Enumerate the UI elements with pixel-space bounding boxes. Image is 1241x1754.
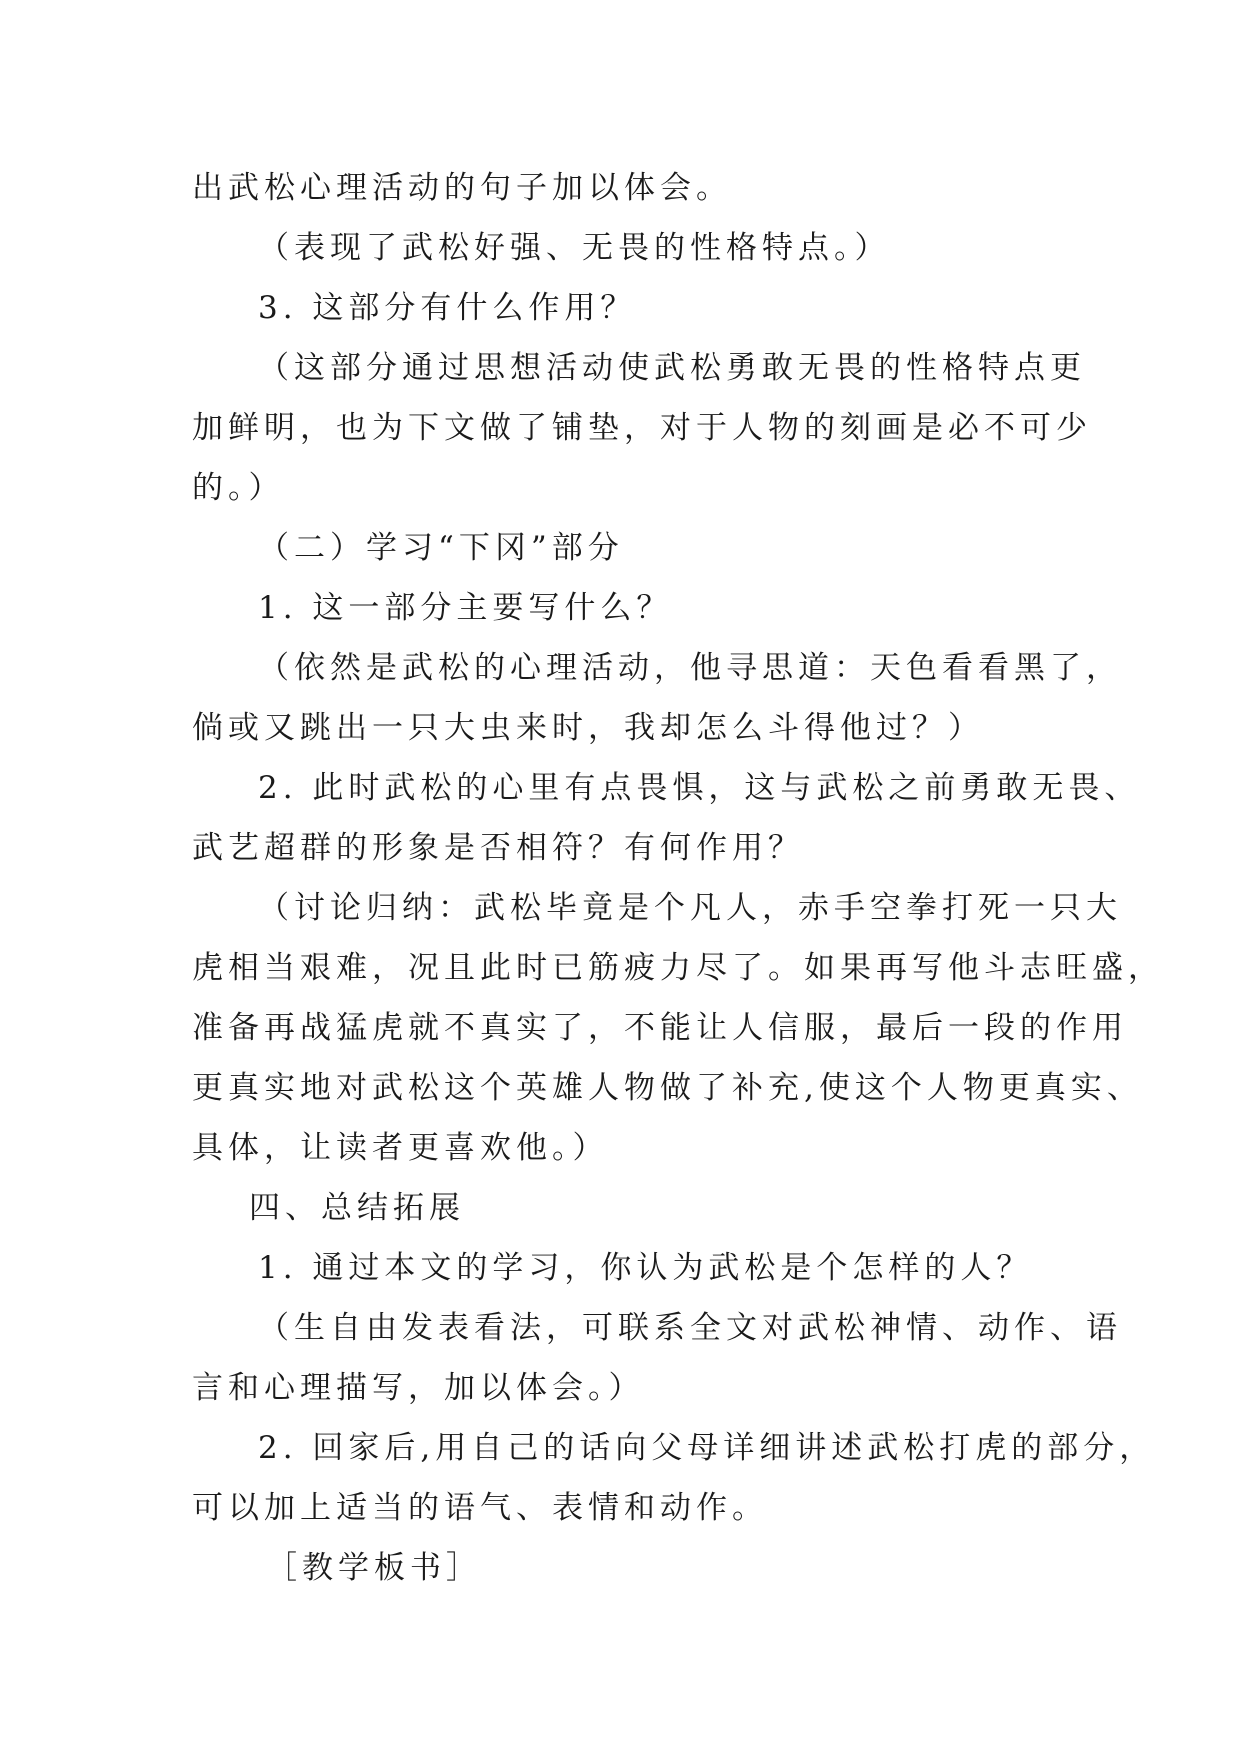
text-line: 1. 这一部分主要写什么？ [258,590,673,626]
text-line: （生自由发表看法，可联系全文对武松神情、动作、语 [258,1310,1122,1346]
text-line: （依然是武松的心理活动，他寻思道：天色看看黑了， [258,650,1122,686]
text-line: 可以加上适当的语气、表情和动作。 [192,1490,768,1526]
text-line: （表现了武松好强、无畏的性格特点。） [258,230,891,266]
text-line: 2. 此时武松的心里有点畏惧，这与武松之前勇敢无畏、 [258,770,1141,806]
text-line: （讨论归纳：武松毕竟是个凡人，赤手空拳打死一只大 [258,890,1122,926]
text-line: 3. 这部分有什么作用？ [258,290,637,326]
text-line: 倘或又跳出一只大虫来时，我却怎么斗得他过？） [192,710,984,746]
section-heading: （二）学习“下冈”部分 [258,530,624,566]
text-line: （这部分通过思想活动使武松勇敢无畏的性格特点更 [258,350,1086,386]
section-heading: ［教学板书］ [266,1550,482,1586]
text-line: 更真实地对武松这个英雄人物做了补充,使这个人物更真实、 [192,1070,1143,1106]
text-line: 出武松心理活动的句子加以体会。 [192,170,732,206]
text-line: 言和心理描写，加以体会。） [192,1370,645,1406]
text-line: 1. 通过本文的学习，你认为武松是个怎样的人？ [258,1250,1033,1286]
text-line: 2. 回家后,用自己的话向父母详细讲述武松打虎的部分， [258,1430,1156,1466]
text-line: 虎相当艰难，况且此时已筋疲力尽了。如果再写他斗志旺盛， [192,950,1164,986]
section-heading: 四、总结拓展 [249,1190,465,1226]
text-line: 加鲜明，也为下文做了铺垫，对于人物的刻画是必不可少 [192,410,1092,446]
text-line: 武艺超群的形象是否相符？有何作用？ [192,830,804,866]
text-line: 的。） [192,470,285,506]
text-line: 准备再战猛虎就不真实了，不能让人信服，最后一段的作用 [192,1010,1128,1046]
text-line: 具体，让读者更喜欢他。） [192,1130,609,1166]
